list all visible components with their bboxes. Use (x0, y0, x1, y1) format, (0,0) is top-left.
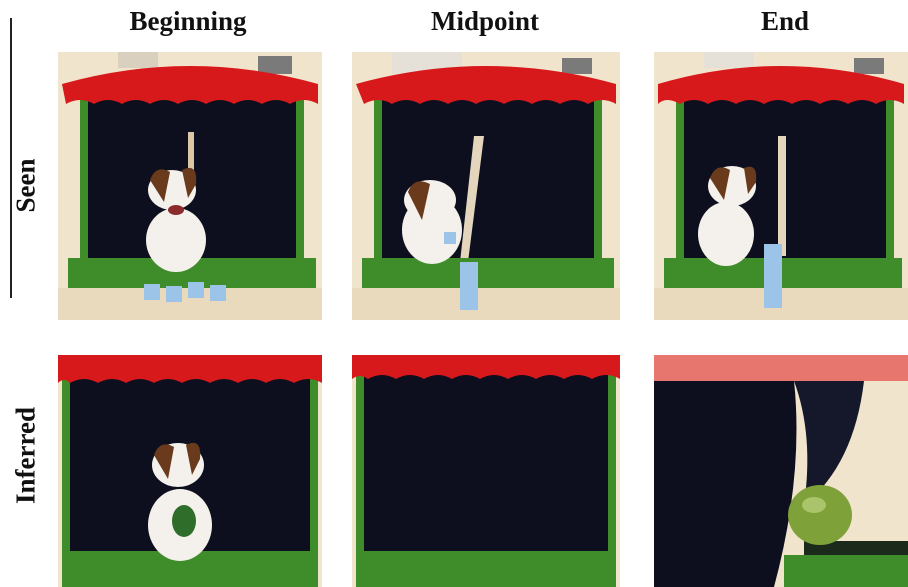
row-header-inferred: Inferred (10, 407, 41, 504)
column-header-midpoint: Midpoint (430, 6, 540, 36)
photo-seen-beginning (58, 52, 322, 320)
column-header-beginning: Beginning (129, 6, 247, 36)
photo-inferred-beginning (58, 355, 322, 587)
column-header-end: End (760, 6, 810, 36)
photo-seen-end (654, 52, 908, 320)
photo-inferred-end (654, 355, 908, 587)
photo-seen-midpoint (352, 52, 620, 320)
photo-inferred-midpoint (352, 355, 620, 587)
row-header-seen: Seen (10, 158, 41, 213)
